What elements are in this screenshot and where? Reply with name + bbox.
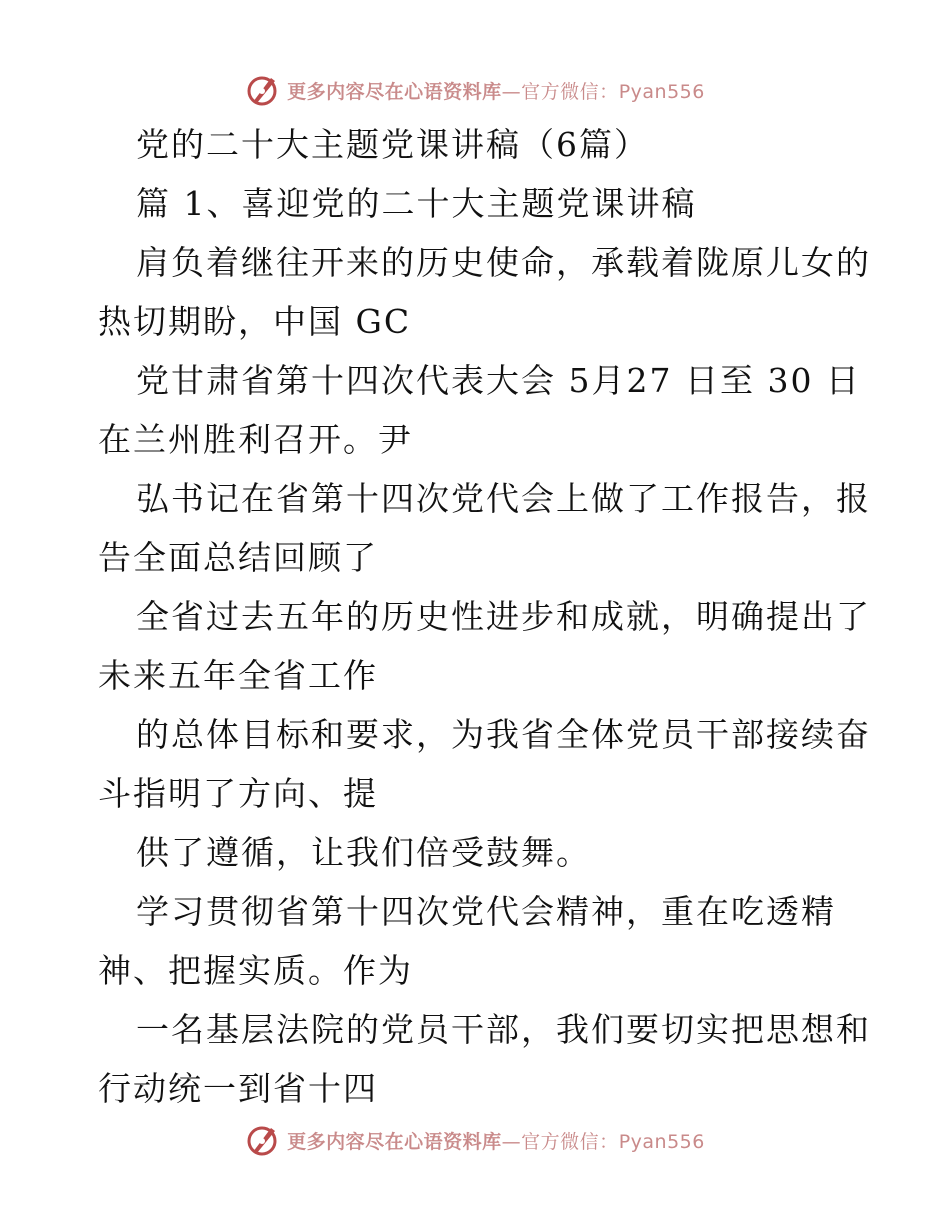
watermark-brand: 更多内容尽在心语资料库 bbox=[287, 80, 502, 103]
watermark-official: 官方微信： bbox=[521, 1130, 619, 1153]
paragraph-line: 热切期盼，中国 GC bbox=[98, 302, 412, 341]
document-title: 党的二十大主题党课讲稿（6篇） bbox=[136, 125, 649, 164]
watermark-brand: 更多内容尽在心语资料库 bbox=[287, 1130, 502, 1153]
quill-circle-icon bbox=[245, 1122, 281, 1158]
paragraph-line: 未来五年全省工作 bbox=[98, 656, 378, 695]
paragraph-line: 党甘肃省第十四次代表大会 5月27 日至 30 日 bbox=[136, 361, 861, 400]
watermark-wechat-id: Pyan556 bbox=[618, 1130, 705, 1153]
watermark-text bbox=[287, 77, 705, 104]
paragraph-line: 全省过去五年的历史性进步和成就，明确提出了 bbox=[136, 597, 871, 636]
watermark-text bbox=[287, 1127, 705, 1154]
paragraph-line: 一名基层法院的党员干部，我们要切实把思想和 bbox=[136, 1010, 871, 1049]
quill-circle-icon bbox=[245, 72, 281, 108]
paragraph-line: 肩负着继往开来的历史使命，承载着陇原儿女的 bbox=[136, 243, 871, 282]
paragraph-line: 弘书记在省第十四次党代会上做了工作报告，报 bbox=[136, 479, 871, 518]
document-body bbox=[98, 115, 871, 1118]
watermark-wechat-id: Pyan556 bbox=[618, 80, 705, 103]
watermark-separator: — bbox=[501, 80, 522, 103]
paragraph-line: 在兰州胜利召开。尹 bbox=[98, 420, 413, 459]
paragraph-line: 告全面总结回顾了 bbox=[98, 538, 378, 577]
header-watermark bbox=[0, 68, 950, 112]
paragraph-line: 篇 1、喜迎党的二十大主题党课讲稿 bbox=[136, 184, 697, 223]
paragraph-line: 学习贯彻省第十四次党代会精神，重在吃透精 bbox=[136, 892, 836, 931]
watermark-official: 官方微信： bbox=[521, 80, 619, 103]
footer-watermark bbox=[0, 1118, 950, 1162]
watermark-separator: — bbox=[501, 1130, 522, 1153]
paragraph-line: 神、把握实质。作为 bbox=[98, 951, 413, 990]
paragraph-line: 供了遵循，让我们倍受鼓舞。 bbox=[136, 833, 591, 872]
paragraph-line: 行动统一到省十四 bbox=[98, 1069, 378, 1108]
paragraph-line: 斗指明了方向、提 bbox=[98, 774, 378, 813]
paragraph-line: 的总体目标和要求，为我省全体党员干部接续奋 bbox=[136, 715, 871, 754]
